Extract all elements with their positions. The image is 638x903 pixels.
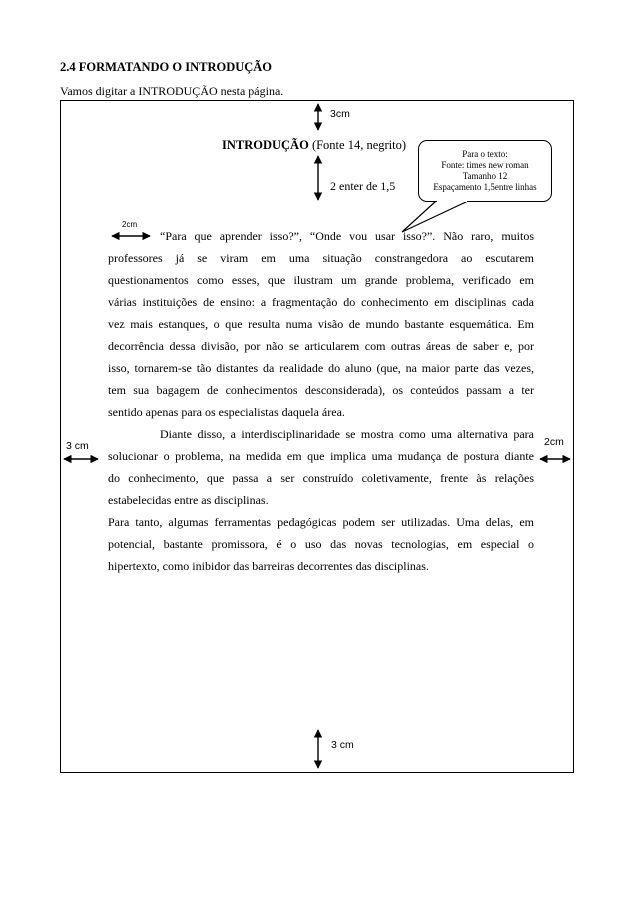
formatting-callout	[418, 140, 552, 202]
paragraph-1	[108, 225, 534, 423]
instruction-line: Vamos digitar a INTRODUÇÃO nesta página.	[60, 84, 284, 98]
p1-line: tem sua bagagem de conhecimentos desconsiderada), os conteúdos passam a ter	[108, 383, 534, 397]
bottom-margin-label: 3 cm	[331, 739, 354, 751]
section-heading: 2.4 FORMATANDO O INTRODUÇÃO	[60, 60, 273, 74]
callout-line-3: Tamanho 12	[462, 171, 508, 181]
p1-line: professores já se viram em uma situação constrangedora ao escutarem	[108, 251, 534, 265]
p1-line: várias instituições de ensino: a fragmentação do conhecimento em disciplinas cada	[108, 295, 534, 309]
left-margin-label: 3 cm	[66, 440, 89, 452]
p3-line: Para tanto, algumas ferramentas pedagógicas podem ser utilizadas. Uma delas, em	[108, 515, 534, 529]
indent-label: 2cm	[122, 220, 138, 229]
p1-line: decorrência dessa divisão, por não se articularem com outras áreas de saber e, por	[108, 339, 534, 353]
p1-line: sentido apenas para os especialistas daquela área.	[108, 405, 345, 419]
top-margin-label: 3cm	[330, 108, 350, 120]
callout-line-4: Espaçamento 1,5entre linhas	[433, 182, 537, 192]
intro-title	[222, 138, 406, 153]
p2-line: solucionar o problema, na medida em que implica uma mudança de postura diante	[108, 449, 534, 463]
p1-line: isso, tornarem-se tão distantes da realidade do aluno (que, na maior parte das vezes,	[108, 361, 534, 375]
p3-line: potencial, bastante promissora, é o uso das novas tecnologias, em especial o	[108, 537, 534, 551]
p2-line: Diante disso, a interdisciplinaridade se mostra como uma alternativa para	[160, 427, 534, 441]
p1-line: “Para que aprender isso?”, “Onde vou usar isso?”. Não raro, muitos	[160, 229, 534, 243]
intro-title-note: (Fonte 14, negrito)	[311, 138, 407, 152]
title-spacing-label: 2 enter de 1,5	[330, 179, 396, 193]
paragraph-3	[108, 511, 534, 577]
callout-line-2: Fonte: times new roman	[441, 160, 529, 170]
callout-line-1: Para o texto:	[462, 149, 508, 159]
p1-line: questionamentos como esses, que ilustram um grande problema, verificado em	[108, 273, 534, 287]
intro-title-bold: INTRODUÇÃO	[222, 138, 309, 152]
paragraph-2	[108, 423, 534, 511]
p2-line: estabelecidas entre as disciplinas.	[108, 493, 269, 507]
p3-line: hipertexto, como inibidor das barreiras decorrentes das disciplinas.	[108, 559, 429, 573]
p1-line: vez mais estanques, o que resulta numa visão de mundo bastante esquemática. Em	[108, 317, 534, 331]
callout-tail-join	[437, 199, 467, 202]
right-margin-label: 2cm	[544, 436, 564, 448]
p2-line: do conhecimento, que passa a ser construído coletivamente, frente às relações	[108, 471, 534, 485]
